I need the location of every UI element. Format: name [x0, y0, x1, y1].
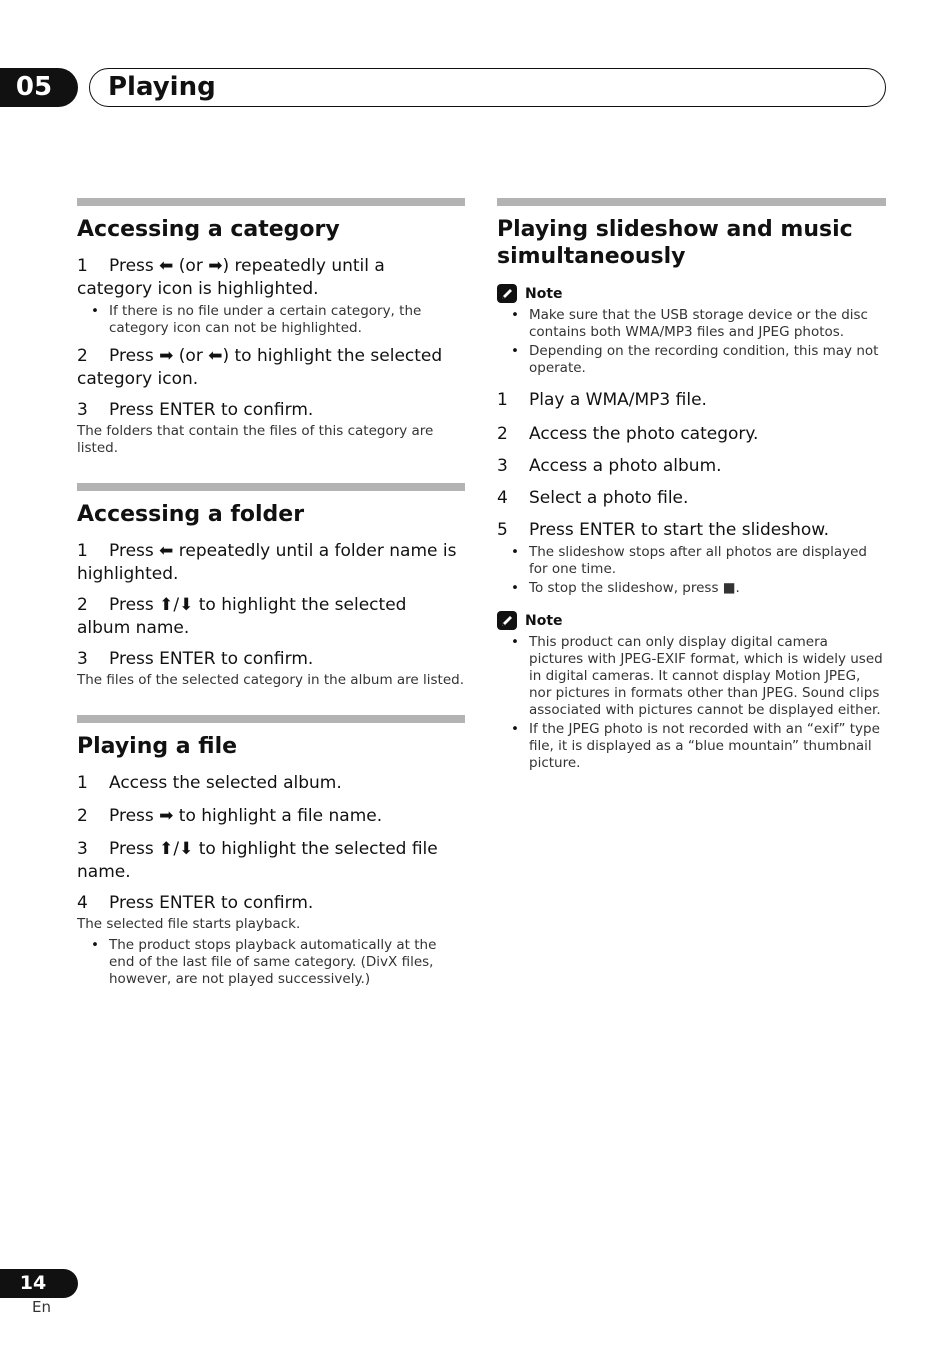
step: [497, 423, 886, 446]
chapter-title: Playing: [108, 72, 216, 102]
note-label: Note: [525, 285, 563, 302]
chapter-number: 05: [15, 72, 53, 102]
step-text: Play a WMA/MP3 file.: [529, 390, 707, 410]
step: [77, 772, 465, 795]
step-text: Press ⬅ repeatedly until a folder name is highlighted.: [77, 541, 457, 584]
page-language: En: [32, 1298, 51, 1316]
bullet-list: [77, 937, 465, 988]
step-number: 3: [77, 839, 88, 859]
section-divider: [77, 198, 465, 206]
left-column: [77, 198, 465, 990]
step: [77, 540, 465, 586]
step-text: Access the photo category.: [529, 424, 759, 444]
page-number: 14: [19, 1272, 47, 1294]
note-list: [497, 307, 886, 377]
chapter-header: [89, 68, 886, 107]
step-number: 2: [77, 595, 88, 615]
step: [497, 487, 886, 510]
step-number: 5: [497, 520, 508, 540]
step: [77, 255, 465, 301]
note-item: • If the JPEG photo is not recorded with an “exif” type file, it is displayed as a “blue mountain” thumbnail picture.: [497, 721, 886, 772]
step-text: Press ENTER to confirm.: [109, 649, 314, 669]
step-number: 1: [77, 773, 88, 793]
step-number: 4: [77, 893, 88, 913]
step-text: Select a photo file.: [529, 488, 689, 508]
step-text: Access a photo album.: [529, 456, 722, 476]
section-title-slideshow: Playing slideshow and music simultaneously: [497, 217, 853, 269]
section-title-playing-file: Playing a file: [77, 734, 238, 759]
note-header: [497, 284, 886, 303]
note-item: • Make sure that the USB storage device or the disc contains both WMA/MP3 files and JPEG photos.: [497, 307, 886, 341]
pencil-icon: [497, 284, 517, 303]
section-title-accessing-folder: Accessing a folder: [77, 502, 305, 527]
page-number-tab: [0, 1269, 78, 1298]
step-description: The selected file starts playback.: [77, 916, 301, 932]
step: [77, 345, 465, 391]
step-description: The files of the selected category in the album are listed.: [77, 672, 465, 688]
step-text: Press ENTER to start the slideshow.: [529, 520, 830, 540]
step-text: Press ENTER to confirm.: [109, 400, 314, 420]
step-text: Press ⬅ (or ➡) repeatedly until a category icon is highlighted.: [77, 256, 385, 299]
step-text: Press ⬆/⬇ to highlight the selected file name.: [77, 839, 438, 882]
step-number: 2: [77, 806, 88, 826]
step: [77, 805, 465, 828]
step-number: 1: [497, 390, 508, 410]
step: [77, 838, 465, 884]
step-number: 2: [77, 346, 88, 366]
step: [77, 892, 465, 915]
note-label: Note: [525, 612, 563, 629]
note-list: [497, 634, 886, 772]
step-text: Press ➡ (or ⬅) to highlight the selected category icon.: [77, 346, 443, 389]
step-number: 3: [497, 456, 508, 476]
step: [497, 455, 886, 478]
section-divider: [77, 483, 465, 491]
bullet-item: • The slideshow stops after all photos are displayed for one time.: [497, 544, 886, 578]
step-number: 4: [497, 488, 508, 508]
step-text: Access the selected album.: [109, 773, 342, 793]
step-number: 1: [77, 256, 88, 276]
step: [77, 648, 465, 671]
step: [77, 399, 465, 422]
step-text: Press ENTER to confirm.: [109, 893, 314, 913]
step-number: 3: [77, 649, 88, 669]
bullet-list: [497, 544, 886, 597]
step: [497, 389, 886, 412]
step: [77, 594, 465, 640]
step-number: 3: [77, 400, 88, 420]
step: [497, 519, 886, 542]
note-header: [497, 611, 886, 630]
section-title-accessing-category: Accessing a category: [77, 217, 340, 242]
pencil-icon: [497, 611, 517, 630]
note-item: • Depending on the recording condition, this may not operate.: [497, 343, 886, 377]
step-description: The folders that contain the files of this category are listed.: [77, 423, 434, 456]
step-text: Press ➡ to highlight a file name.: [109, 806, 383, 826]
section-divider: [77, 715, 465, 723]
chapter-number-tab: [0, 68, 78, 107]
right-column: [497, 198, 886, 774]
note-item: • This product can only display digital camera pictures with JPEG-EXIF format, which is widely used in digital cameras. It cannot display Motion JPEG, nor pictures in formats other than JPEG. Sound clips associated with pictures cannot be displayed either.: [497, 634, 886, 719]
bullet-item: • The product stops playback automatically at the end of the last file of same category. (DivX files, however, are not played successively.): [77, 937, 465, 988]
bullet-list: [77, 303, 465, 337]
bullet-item: • If there is no file under a certain category, the category icon can not be highlighted.: [77, 303, 465, 337]
section-divider: [497, 198, 886, 206]
step-text: Press ⬆/⬇ to highlight the selected album name.: [77, 595, 407, 638]
bullet-item: • To stop the slideshow, press ■.: [497, 580, 886, 597]
step-number: 2: [497, 424, 508, 444]
step-number: 1: [77, 541, 88, 561]
